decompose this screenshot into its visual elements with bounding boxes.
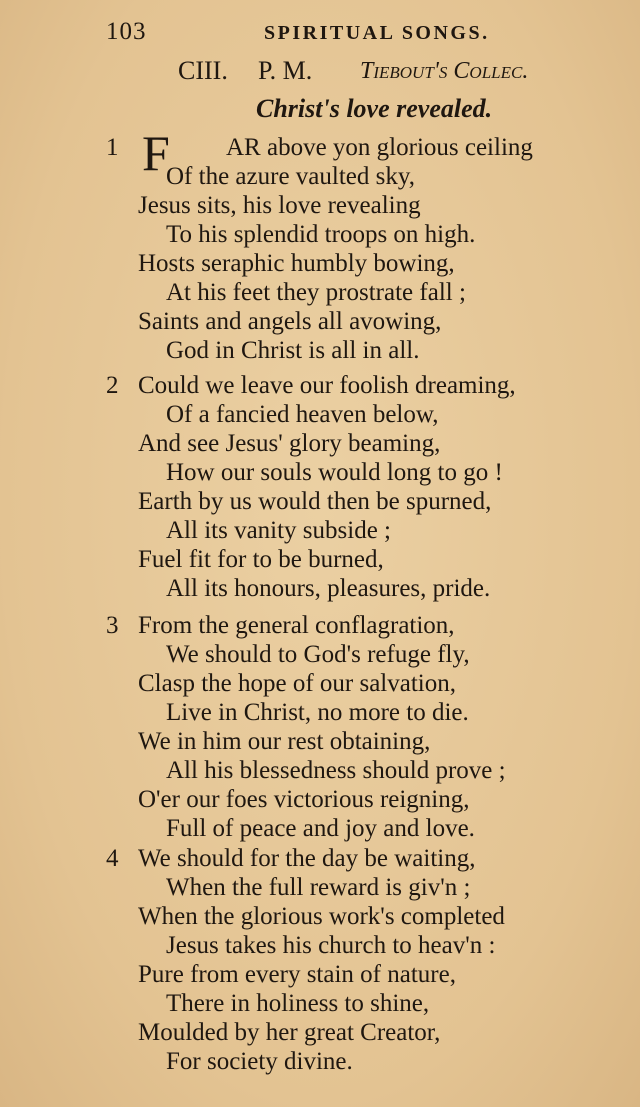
verse-line: How our souls would long to go ! — [166, 459, 503, 486]
verse-line: God in Christ is all in all. — [166, 337, 420, 364]
verse-line: Saints and angels all avowing, — [138, 308, 442, 335]
stanza-number: 1 — [106, 134, 119, 161]
verse-line: We in him our rest obtaining, — [138, 728, 431, 755]
verse-line: Earth by us would then be spurned, — [138, 488, 492, 515]
stanza-number: 2 — [106, 372, 119, 399]
hymn-tune: Tiebout's Collec. — [360, 58, 529, 84]
verse-line: Moulded by her great Creator, — [138, 1019, 441, 1046]
stanza-number: 3 — [106, 612, 119, 639]
verse-line: To his splendid troops on high. — [166, 221, 476, 248]
verse-line: All its honours, pleasures, pride. — [166, 575, 491, 602]
verse-line: Of the azure vaulted sky, — [166, 163, 415, 190]
drop-cap: F — [142, 125, 170, 181]
verse-line: Clasp the hope of our salvation, — [138, 670, 456, 697]
verse-line: When the glorious work's completed — [138, 903, 505, 930]
verse-line: Could we leave our foolish dreaming, — [138, 372, 516, 399]
verse-line: Of a fancied heaven below, — [166, 401, 439, 428]
verse-line: Jesus takes his church to heav'n : — [166, 932, 496, 959]
verse-line: At his feet they prostrate fall ; — [166, 279, 466, 306]
hymn-number: CIII. — [178, 56, 228, 85]
verse-line: AR above yon glorious ceiling — [226, 134, 533, 161]
stanza-number: 4 — [106, 845, 119, 872]
verse-line: Full of peace and joy and love. — [166, 815, 475, 842]
verse-line: There in holiness to shine, — [166, 990, 430, 1017]
verse-line: O'er our foes victorious reigning, — [138, 786, 470, 813]
hymn-subtitle: Christ's love revealed. — [256, 94, 493, 123]
verse-line: Pure from every stain of nature, — [138, 961, 456, 988]
stanza-4 — [106, 845, 606, 1075]
verse-line: Live in Christ, no more to die. — [166, 699, 469, 726]
hymn-meter: P. M. — [258, 56, 313, 85]
stanza-1 — [106, 125, 606, 364]
running-head — [106, 18, 606, 54]
stanza-2 — [106, 372, 606, 602]
verse-line: For society divine. — [166, 1048, 353, 1075]
verse-line: We should to God's refuge fly, — [166, 641, 470, 668]
verse-line: And see Jesus' glory beaming, — [138, 430, 441, 457]
running-title: SPIRITUAL SONGS. — [264, 22, 490, 44]
verse-line: Jesus sits, his love revealing — [138, 192, 421, 219]
verse-line: When the full reward is giv'n ; — [166, 874, 471, 901]
verse-line: Fuel fit for to be burned, — [138, 546, 384, 573]
verse-line: From the general conflagration, — [138, 612, 455, 639]
verse-line: All his blessedness should prove ; — [166, 757, 506, 784]
page-number: 103 — [106, 18, 147, 45]
verse-line: We should for the day be waiting, — [138, 845, 476, 872]
verse-line: Hosts seraphic humbly bowing, — [138, 250, 455, 277]
stanza-3 — [106, 612, 606, 842]
hymn-header — [178, 56, 598, 92]
verse-line: All its vanity subside ; — [166, 517, 391, 544]
